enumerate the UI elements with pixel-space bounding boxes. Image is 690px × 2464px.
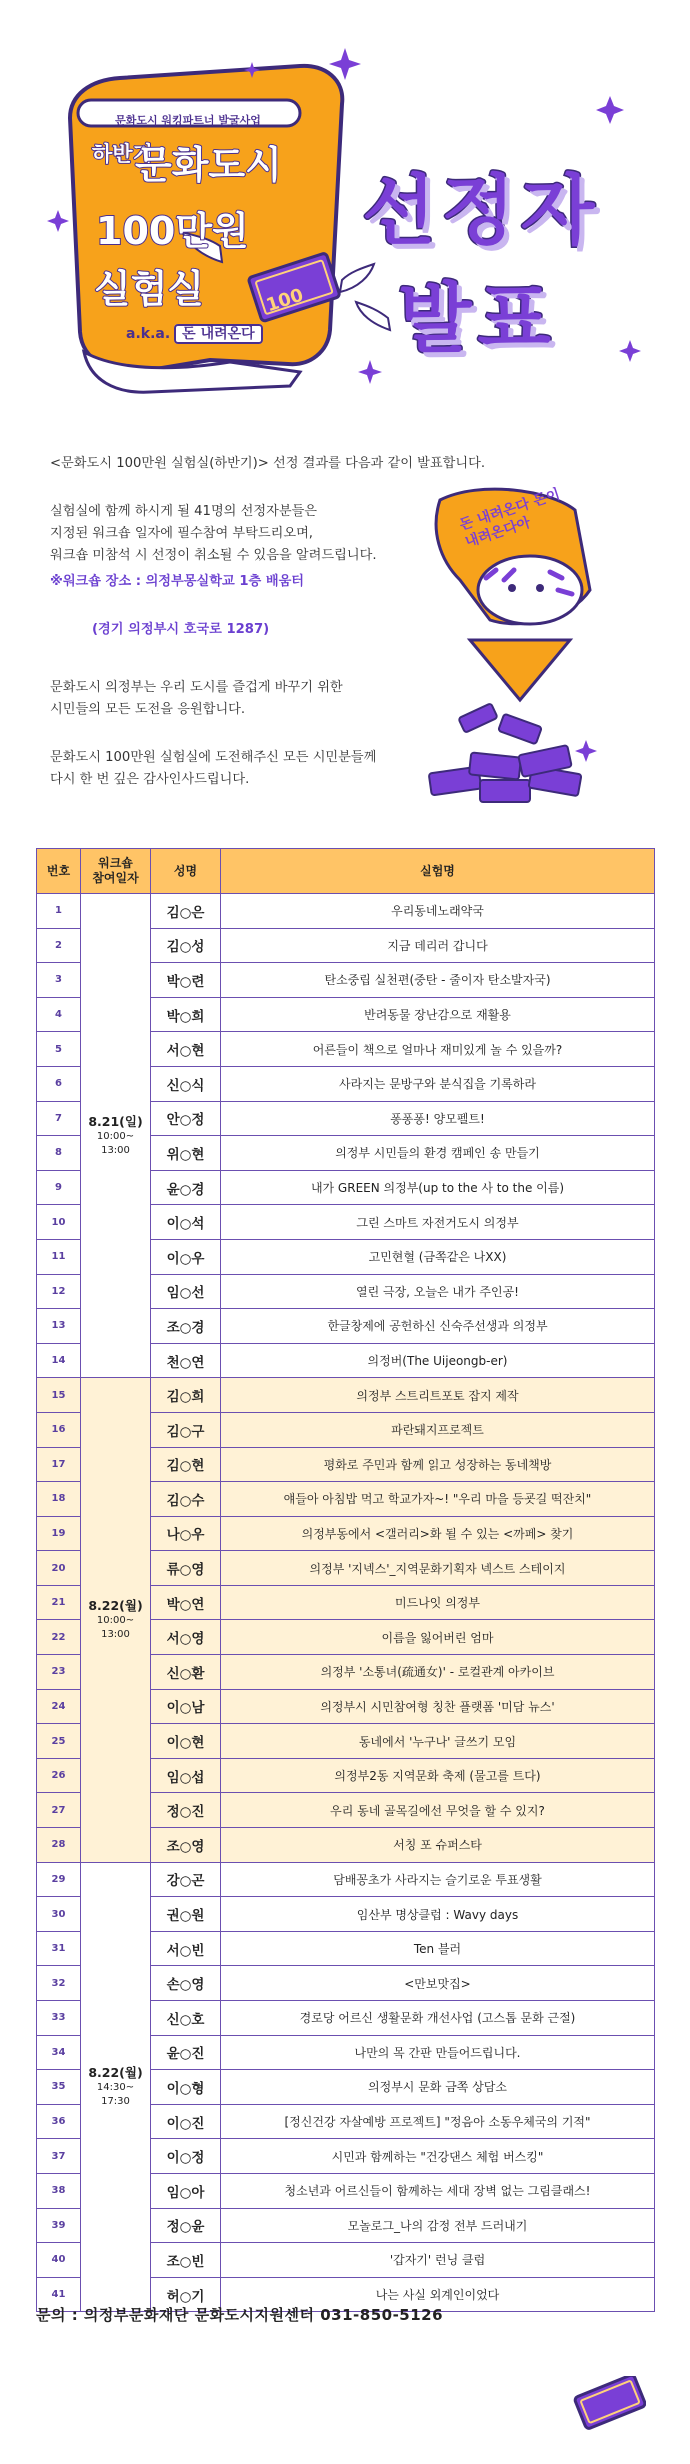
lab-title: 시민과 함께하는 "건강댄스 체험 버스킹" [221,2139,655,2174]
money-label: 100 [263,284,306,317]
row-number: 37 [37,2139,81,2174]
row-number: 16 [37,1412,81,1447]
participant-name: 강○곤 [151,1862,221,1897]
lab-title: 미드나잇 의정부 [221,1585,655,1620]
participant-name: 천○연 [151,1343,221,1378]
participant-name: 김○수 [151,1482,221,1517]
row-number: 4 [37,997,81,1032]
participant-name: 임○선 [151,1274,221,1309]
lab-title: 의정부 시민들의 환경 캠페인 송 만들기 [221,1136,655,1171]
headline-line2: 발표 [398,274,557,363]
participant-name: 서○영 [151,1620,221,1655]
row-number: 3 [37,963,81,998]
intro-announcement: <문화도시 100만원 실험실(하반기)> 선정 결과를 다음과 같이 발표합니다. [50,456,486,471]
hero-banner [0,0,690,420]
title-line2: 100만원 [96,209,249,253]
workshop-date [81,1378,151,1862]
participant-name: 박○희 [151,997,221,1032]
participant-name: 이○우 [151,1239,221,1274]
lab-title: 사라지는 문방구와 분식집을 기록하라 [221,1066,655,1101]
row-number: 8 [37,1136,81,1171]
row-number: 27 [37,1793,81,1828]
header-name: 성명 [151,849,221,894]
row-number: 33 [37,2001,81,2036]
header-no: 번호 [37,849,81,894]
title-line3: 실험실 [94,267,205,311]
aka-highlight: 돈 내려온다 [174,324,263,344]
participant-name: 이○형 [151,2070,221,2105]
lab-title: 지금 데리러 갑니다 [221,928,655,963]
lab-title: 얘들아 아침밥 먹고 학교가자~! "우리 마을 등굣길 떡잔치" [221,1482,655,1517]
row-number: 23 [37,1655,81,1690]
contact-info: 문의 : 의정부문화재단 문화도시지원센터 031-850-5126 [36,2306,444,2324]
lab-title: 내가 GREEN 의정부(up to the 사 to the 이름) [221,1170,655,1205]
row-number: 14 [37,1343,81,1378]
row-number: 30 [37,1897,81,1932]
participant-name: 이○정 [151,2139,221,2174]
lab-title: 의정부 '소통녀(疏通女)' - 로컬관계 아카이브 [221,1655,655,1690]
lab-title: 고민현혈 (금쪽같은 나XX) [221,1239,655,1274]
participant-name: 허○기 [151,2277,221,2312]
row-number: 35 [37,2070,81,2105]
lab-title: 모놀로그_나의 감정 전부 드러내기 [221,2208,655,2243]
row-number: 1 [37,894,81,929]
participant-name: 조○빈 [151,2243,221,2278]
row-number: 38 [37,2173,81,2208]
row-number: 6 [37,1066,81,1101]
lab-title: 의정부동에서 <갤러리>화 될 수 있는 <까페> 찾기 [221,1516,655,1551]
participant-name: 류○영 [151,1551,221,1586]
participant-name: 신○호 [151,2001,221,2036]
participant-name: 조○경 [151,1309,221,1344]
row-number: 41 [37,2277,81,2312]
row-number: 2 [37,928,81,963]
aka-prefix: a.k.a. [126,326,171,342]
workshop-date-day: 8.22(월) [88,1598,143,1614]
row-number: 17 [37,1447,81,1482]
selection-table [36,848,655,2312]
lab-title: Ten 블러 [221,1931,655,1966]
lab-title: 우리동네노래약국 [221,894,655,929]
workshop-date [81,1862,151,2312]
lab-title: 한글창제에 공헌하신 신숙주선생과 의정부 [221,1309,655,1344]
table-row [37,894,655,929]
participant-name: 나○우 [151,1516,221,1551]
lab-title: '갑자기' 런닝 클럽 [221,2243,655,2278]
row-number: 15 [37,1378,81,1413]
participant-name: 신○환 [151,1655,221,1690]
lab-title: 임산부 명상클럽 : Wavy days [221,1897,655,1932]
lab-title: 반려동물 장난감으로 재활용 [221,997,655,1032]
participant-name: 김○희 [151,1378,221,1413]
lab-title: 서칭 포 슈퍼스타 [221,1828,655,1863]
intro-notice: 실험실에 함께 하시게 될 41명의 선정자분들은 지정된 워크숍 일자에 필수참여 부탁드리오며, 워크숍 미참석 시 선정이 취소될 수 있음을 알려드립니다. [50,504,377,563]
row-number: 34 [37,2035,81,2070]
row-number: 13 [37,1309,81,1344]
lab-title: 나만의 목 간판 만들어드립니다. [221,2035,655,2070]
lab-title: 어른들이 책으로 얼마나 재미있게 놀 수 있을까? [221,1032,655,1067]
lab-title: 담배꽁초가 사라지는 슬기로운 투표생활 [221,1862,655,1897]
participant-name: 손○영 [151,1966,221,2001]
row-number: 31 [37,1931,81,1966]
workshop-time: 14:30~ 17:30 [96,2082,135,2108]
row-number: 28 [37,1828,81,1863]
art-caption: 돈 내려온다 돈이 내려온다아 [457,486,562,551]
workshop-address: (경기 의정부시 호국로 1287) [92,622,270,637]
lab-title: 파란돼지프로젝트 [221,1412,655,1447]
row-number: 32 [37,1966,81,2001]
participant-name: 정○진 [151,1793,221,1828]
workshop-time: 10:00~ 13:00 [96,1131,135,1157]
row-number: 11 [37,1239,81,1274]
lab-title: [정신건강 자살예방 프로젝트] "정음아 소동우체국의 기적" [221,2104,655,2139]
row-number: 25 [37,1724,81,1759]
participant-name: 박○연 [151,1585,221,1620]
participant-name: 서○빈 [151,1931,221,1966]
row-number: 12 [37,1274,81,1309]
table-row [37,1862,655,1897]
participant-name: 조○영 [151,1828,221,1863]
row-number: 9 [37,1170,81,1205]
table-header [37,849,655,894]
money-bill-icon [566,2376,646,2440]
participant-name: 김○은 [151,894,221,929]
lab-title: 의정부시 문화 금쪽 상담소 [221,2070,655,2105]
row-number: 7 [37,1101,81,1136]
lab-title: 경로당 어르신 생활문화 개선사업 (고스톱 문화 근절) [221,2001,655,2036]
participant-name: 윤○경 [151,1170,221,1205]
workshop-location: ※워크숍 장소 : 의정부몽실학교 1층 배움터 [50,574,305,589]
row-number: 39 [37,2208,81,2243]
participant-name: 김○현 [151,1447,221,1482]
table-body [37,894,655,2312]
participant-name: 이○남 [151,1689,221,1724]
row-number: 22 [37,1620,81,1655]
participant-name: 위○현 [151,1136,221,1171]
header-date: 워크숍 참여일자 [81,849,151,894]
participant-name: 임○아 [151,2173,221,2208]
row-number: 10 [37,1205,81,1240]
participant-name: 김○성 [151,928,221,963]
workshop-date-day: 8.21(일) [88,1114,143,1130]
lab-title: 동네에서 '누구나' 글쓰기 모임 [221,1724,655,1759]
headline-line1: 선정자 [362,166,601,255]
lab-title: 열린 극장, 오늘은 내가 주인공! [221,1274,655,1309]
tiger-illustration [400,470,655,830]
participant-name: 윤○진 [151,2035,221,2070]
intro-thanks: 문화도시 100만원 실험실에 도전해주신 모든 시민분들께 다시 한 번 깊은 감사인사드립니다. [50,750,377,787]
participant-name: 이○현 [151,1724,221,1759]
row-number: 21 [37,1585,81,1620]
participant-name: 안○정 [151,1101,221,1136]
participant-name: 이○진 [151,2104,221,2139]
table-row [37,1378,655,1413]
row-number: 18 [37,1482,81,1517]
lab-title: 우리 동네 골목길에선 무엇을 할 수 있지? [221,1793,655,1828]
participant-name: 김○구 [151,1412,221,1447]
lab-title: 나는 사실 외계인이었다 [221,2277,655,2312]
workshop-date-day: 8.22(월) [88,2065,143,2081]
row-number: 26 [37,1758,81,1793]
participant-name: 권○원 [151,1897,221,1932]
title-line1: 문화도시 [135,143,282,187]
aka-tag [126,323,263,343]
lab-title: 이름을 잃어버린 엄마 [221,1620,655,1655]
title-prefix: 하반기 [92,142,153,166]
lab-title: 의정부2동 지역문화 축제 (물고를 트다) [221,1758,655,1793]
lab-title: 평화로 주민과 함께 읽고 성장하는 동네책방 [221,1447,655,1482]
participant-name: 신○식 [151,1066,221,1101]
lab-title: 탄소중립 실천편(중탄 - 줄이자 탄소발자국) [221,963,655,998]
row-number: 19 [37,1516,81,1551]
participant-name: 임○섭 [151,1758,221,1793]
header-lab: 실험명 [221,849,655,894]
workshop-time: 10:00~ 13:00 [96,1615,135,1641]
lab-title: 청소년과 어르신들이 함께하는 세대 장벽 없는 그림클래스! [221,2173,655,2208]
participant-name: 이○석 [151,1205,221,1240]
participant-name: 정○윤 [151,2208,221,2243]
lab-title: <만보맛집> [221,1966,655,2001]
badge-text: 문화도시 워킹파트너 발굴사업 [115,114,261,127]
lab-title: 그린 스마트 자전거도시 의정부 [221,1205,655,1240]
row-number: 29 [37,1862,81,1897]
row-number: 40 [37,2243,81,2278]
lab-title: 의정부시 시민참여형 칭찬 플랫폼 '미담 뉴스' [221,1689,655,1724]
row-number: 36 [37,2104,81,2139]
row-number: 5 [37,1032,81,1067]
intro-support: 문화도시 의정부는 우리 도시를 즐겁게 바꾸기 위한 시민들의 모든 도전을 응원합니다. [50,680,343,717]
lab-title: 의정부 스트리트포토 잡지 제작 [221,1378,655,1413]
lab-title: 퐁퐁퐁! 양모펠트! [221,1101,655,1136]
lab-title: 의정부 '지넥스'_지역문화기획자 넥스트 스테이지 [221,1551,655,1586]
participant-name: 박○련 [151,963,221,998]
participant-name: 서○현 [151,1032,221,1067]
lab-title: 의정버(The Uijeongb-er) [221,1343,655,1378]
row-number: 24 [37,1689,81,1724]
workshop-date [81,894,151,1378]
row-number: 20 [37,1551,81,1586]
